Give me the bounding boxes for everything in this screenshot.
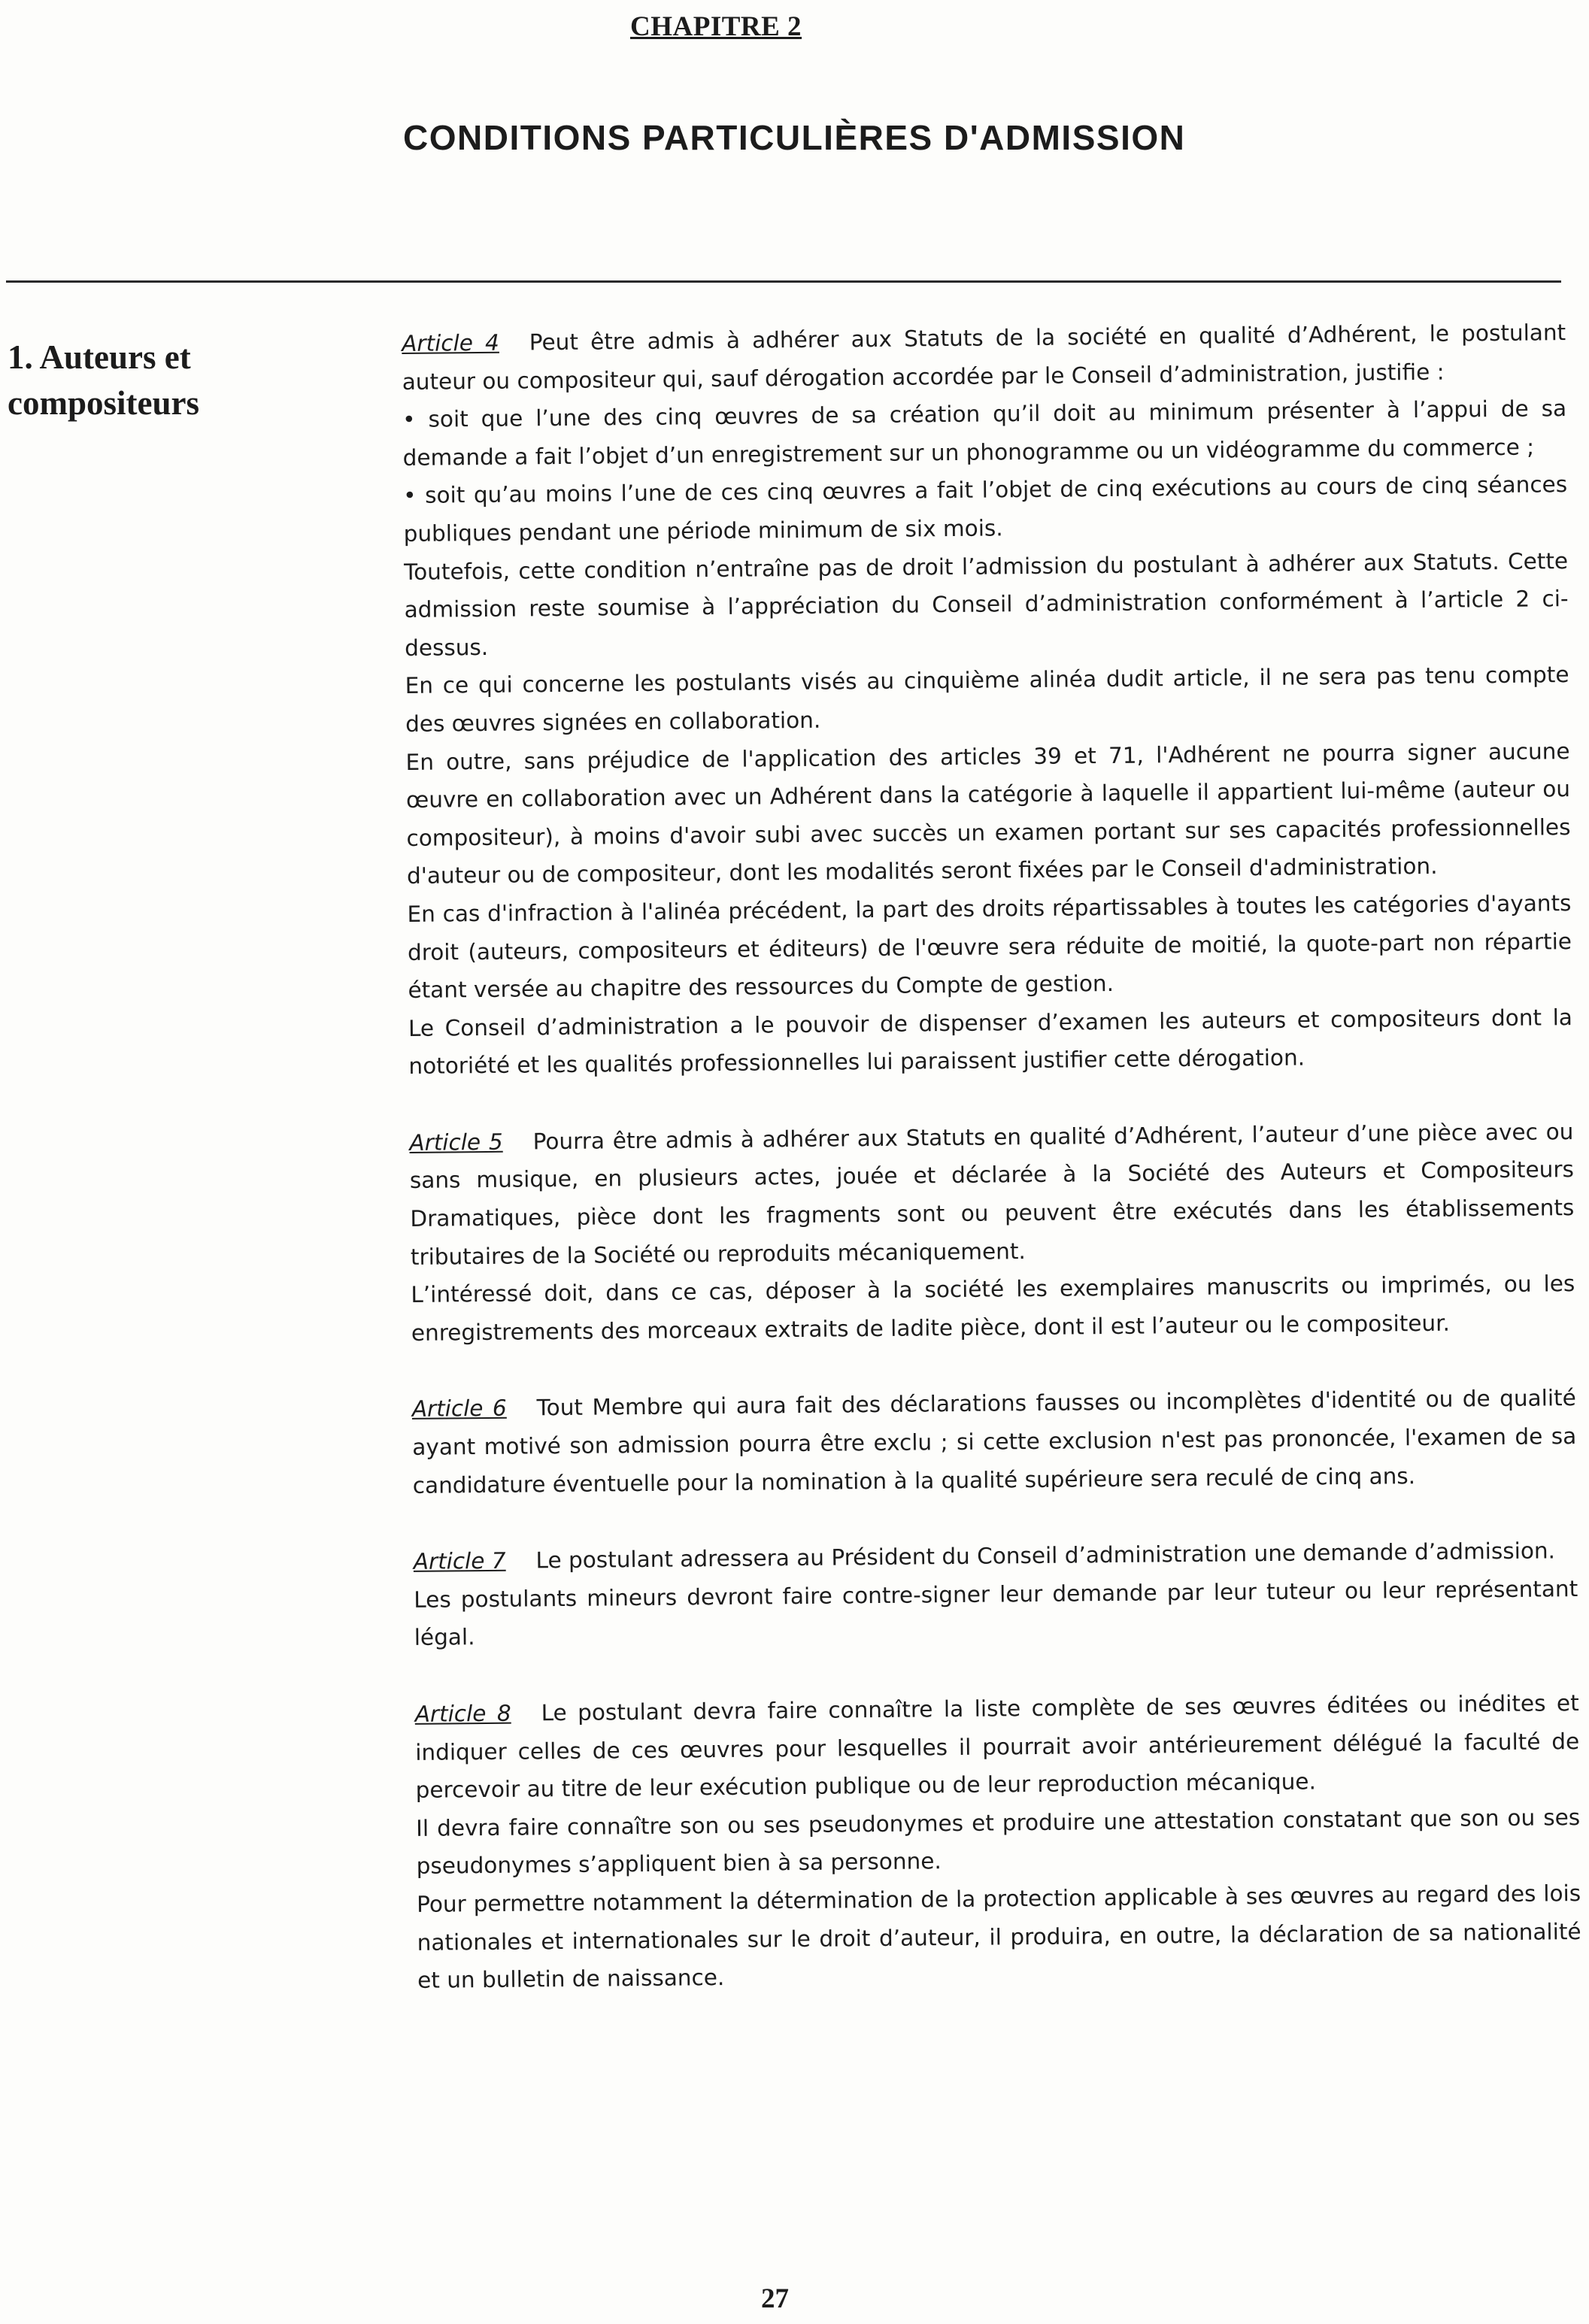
article-paragraph: Le Conseil d’administration a le pouvoir de dispenser d’examen les auteurs et compositeurs dont la notoriété et les qualités professionnelles lui paraissent justifier cette dérogation. bbox=[408, 1004, 1573, 1080]
page-number: 27 bbox=[761, 2283, 789, 2314]
article-paragraph: Article 8 Le postulant devra faire connaître la liste complète de ses œuvres éditées ou inédites et indiquer celles de ces œuvres pour lesquelles il pourrait avoir antérieurement délégué la faculté de percevoir au titre de leur exécution publique ou de leur reproduction mécanique. bbox=[414, 1690, 1580, 1804]
article-5 bbox=[409, 1113, 1575, 1352]
article-paragraph: Les postulants mineurs devront faire contre-signer leur demande par leur tuteur ou leur représentant légal. bbox=[414, 1575, 1578, 1651]
article-paragraph: Pour permettre notamment la détermination de la protection applicable à ses œuvres au regard des lois nationales et internationales sur le droit d’auteur, il produira, en outre, la déclaration de sa nationalité et un bulletin de naissance. bbox=[417, 1880, 1581, 1994]
article-paragraph: L’intéressé doit, dans ce cas, déposer à la société les exemplaires manuscrits ou imprimés, ou les enregistrements des morceaux extraits de ladite pièce, dont il est l’auteur ou le compositeur. bbox=[411, 1271, 1575, 1346]
article-paragraph: En cas d'infraction à l'alinéa précédent, la part des droits répartissables à toutes les catégories d'ayants droit (auteurs, compositeurs et éditeurs) de l'œuvre sera réduite de moitié, la quote-part non répartie étant versée au chapitre des ressources du Compte de gestion. bbox=[407, 890, 1572, 1004]
chapter-label: CHAPITRE 2 bbox=[630, 11, 802, 42]
horizontal-divider bbox=[6, 280, 1561, 283]
article-8 bbox=[414, 1684, 1581, 2000]
article-paragraph: Article 5 Pourra être admis à adhérer aux Statuts en qualité d’Adhérent, l’auteur d’une pièce avec ou sans musique, en plusieurs actes, jouée et déclarée à la Société des Auteurs et Compositeurs Dramatiques, pièce dont les fragments sont ou peuvent être exécutés dans les établissements tributaires de la Société ou reproduits mécaniquement. bbox=[409, 1118, 1575, 1270]
article-4 bbox=[402, 314, 1573, 1086]
article-paragraph: En outre, sans préjudice de l'application des articles 39 et 71, l'Adhérent ne pourra signer aucune œuvre en collaboration avec un Adhérent dans la catégorie à laquelle il appartient lui-même (auteur ou compositeur), à moins d'avoir subi avec succès un examen portant sur ses capacités professionnelles d'auteur ou de compositeur, dont les modalités seront fixées par le Conseil d'administration. bbox=[405, 738, 1571, 889]
article-paragraph: Article 7 Le postulant adressera au Président du Conseil d’administration une demande d’admission. bbox=[413, 1538, 1556, 1575]
articles-body bbox=[402, 314, 1581, 2000]
article-6 bbox=[412, 1380, 1577, 1505]
article-label: Article 5 bbox=[409, 1129, 503, 1156]
section-heading-line-2: compositeurs bbox=[8, 384, 199, 422]
article-label: Article 8 bbox=[414, 1700, 511, 1727]
article-paragraph: Il devra faire connaître son ou ses pseudonymes et produire une attestation constatant que son ou ses pseudonymes s’appliquent bien à sa personne. bbox=[416, 1804, 1581, 1880]
article-label: Article 4 bbox=[402, 329, 499, 356]
article-label: Article 7 bbox=[413, 1547, 506, 1575]
article-7 bbox=[414, 1532, 1578, 1657]
article-paragraph: • soit que l’une des cinq œuvres de sa création qu’il doit au minimum présenter à l’appui de sa demande a fait l’objet d’un enregistrement sur un phonogramme ou un vidéogramme du commerce ; bbox=[402, 395, 1567, 471]
article-paragraph: Article 4 Peut être admis à adhérer aux Statuts de la société en qualité d’Adhérent, le postulant auteur ou compositeur qui, sauf dérogation accordée par le Conseil d’administration, justifie : bbox=[402, 320, 1566, 395]
article-paragraph: Article 6 Tout Membre qui aura fait des déclarations fausses ou incomplètes d'identité ou de qualité ayant motivé son admission pourra être exclu ; si cette exclusion n'est pas prononcée, l'examen de sa candidature éventuelle pour la nomination à la qualité supérieure sera reculé de cinq ans. bbox=[411, 1385, 1577, 1498]
article-paragraph: Toutefois, cette condition n’entraîne pas de droit l’admission du postulant à adhérer aux Statuts. Cette admission reste soumise à l’appréciation du Conseil d’administration conformément à l’article 2 ci-dessus. bbox=[403, 547, 1569, 661]
article-paragraph: En ce qui concerne les postulants visés au cinquième alinéa dudit article, il ne sera pas tenu compte des œuvres signées en collaboration. bbox=[405, 662, 1569, 737]
page-title: CONDITIONS PARTICULIÈRES D'ADMISSION bbox=[403, 118, 1186, 157]
article-label: Article 6 bbox=[411, 1395, 507, 1423]
section-heading bbox=[8, 335, 308, 426]
section-heading-line-1: 1. Auteurs et bbox=[8, 338, 191, 376]
article-paragraph: • soit qu’au moins l’une de ces cinq œuvres a fait l’objet de cinq exécutions au cours de cinq séances publiques pendant une période minimum de six mois. bbox=[403, 471, 1568, 547]
